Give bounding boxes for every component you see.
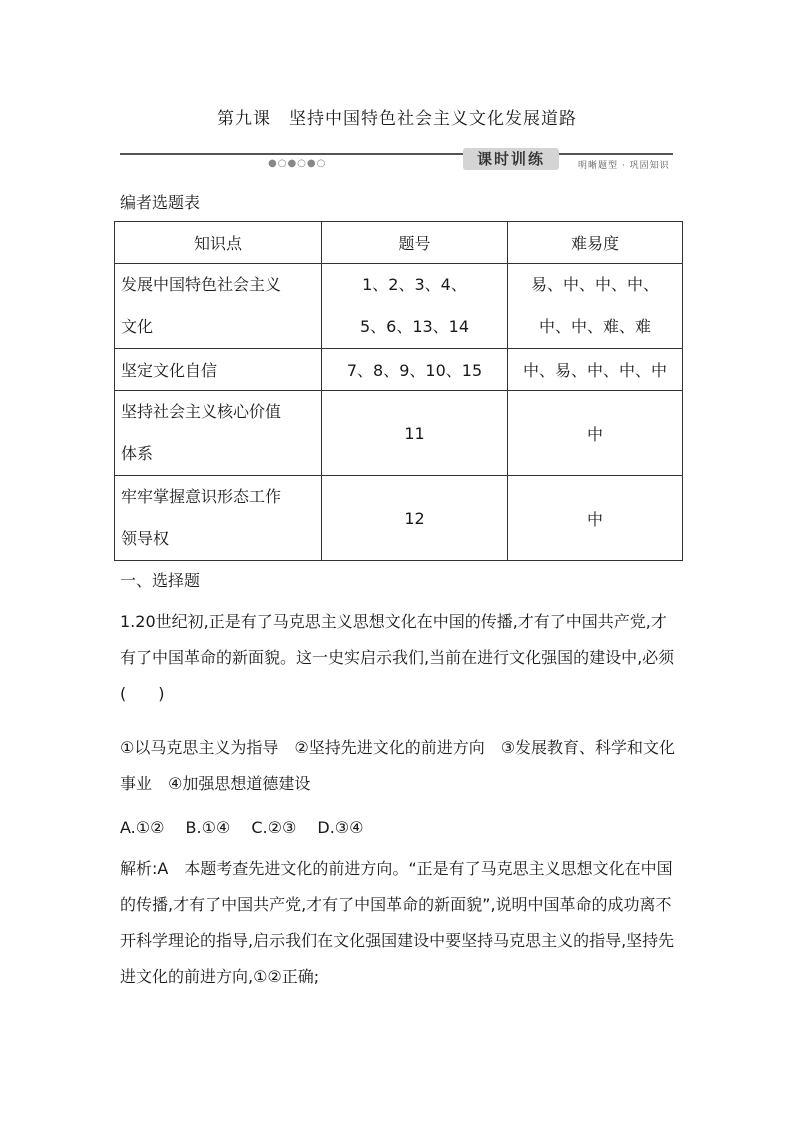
table-header-row [115, 222, 683, 264]
numbers-cell: 1、2、3、4、 5、6、13、14 [322, 264, 508, 349]
question-options: A.①② B.①④ C.②③ D.③④ [120, 818, 364, 837]
question-stem: 1.20世纪初,正是有了马克思主义思想文化在中国的传播,才有了中国共产党,才有了中国革命的新面貌。这一史实启示我们,当前在进行文化强国的建设中,必须( ) [120, 612, 675, 703]
banner-dots: ●○●○●○ [268, 158, 327, 169]
page-title: 第九课 坚持中国特色社会主义文化发展道路 [217, 109, 577, 129]
table-row [115, 391, 683, 476]
table-row [115, 476, 683, 561]
difficulty-cell: 中 [508, 391, 683, 476]
table-row [115, 349, 683, 391]
numbers-cell: 11 [322, 391, 508, 476]
section-banner [120, 146, 673, 174]
header-numbers: 题号 [322, 222, 508, 264]
table-row [115, 264, 683, 349]
topic-cell: 牢牢掌握意识形态工作 领导权 [115, 476, 322, 561]
table-caption: 编者选题表 [120, 193, 201, 212]
difficulty-cell: 中、易、中、中、中 [508, 349, 683, 391]
numbers-cell: 7、8、9、10、15 [322, 349, 508, 391]
banner-rule [120, 153, 673, 155]
section-heading: 一、选择题 [120, 571, 201, 590]
question-statements: ①以马克思主义为指导 ②坚持先进文化的前进方向 ③发展教育、科学和文化事业 ④加强思想道德建设 [120, 738, 676, 793]
numbers-cell: 12 [322, 476, 508, 561]
header-topic: 知识点 [115, 222, 322, 264]
header-difficulty: 难易度 [508, 222, 683, 264]
difficulty-cell: 中 [508, 476, 683, 561]
banner-slogan: 明晰题型 · 巩固知识 [578, 161, 670, 171]
topic-cell: 坚定文化自信 [115, 349, 322, 391]
question-analysis: 解析:A 本题考查先进文化的前进方向。“正是有了马克思主义思想文化在中国的传播,才有了中国共产党,才有了中国革命的新面貌”,说明中国革命的成功离不开科学理论的指导,启示我们在文化强国建设中要坚持马克思主义的指导,坚持先进文化的前进方向,①②正确; [120, 859, 675, 986]
topic-cell: 发展中国特色社会主义 文化 [115, 264, 322, 349]
topic-selection-table [114, 221, 683, 561]
difficulty-cell: 易、中、中、中、 中、中、难、难 [508, 264, 683, 349]
topic-cell: 坚持社会主义核心价值 体系 [115, 391, 322, 476]
banner-label: 课时训练 [463, 148, 559, 170]
